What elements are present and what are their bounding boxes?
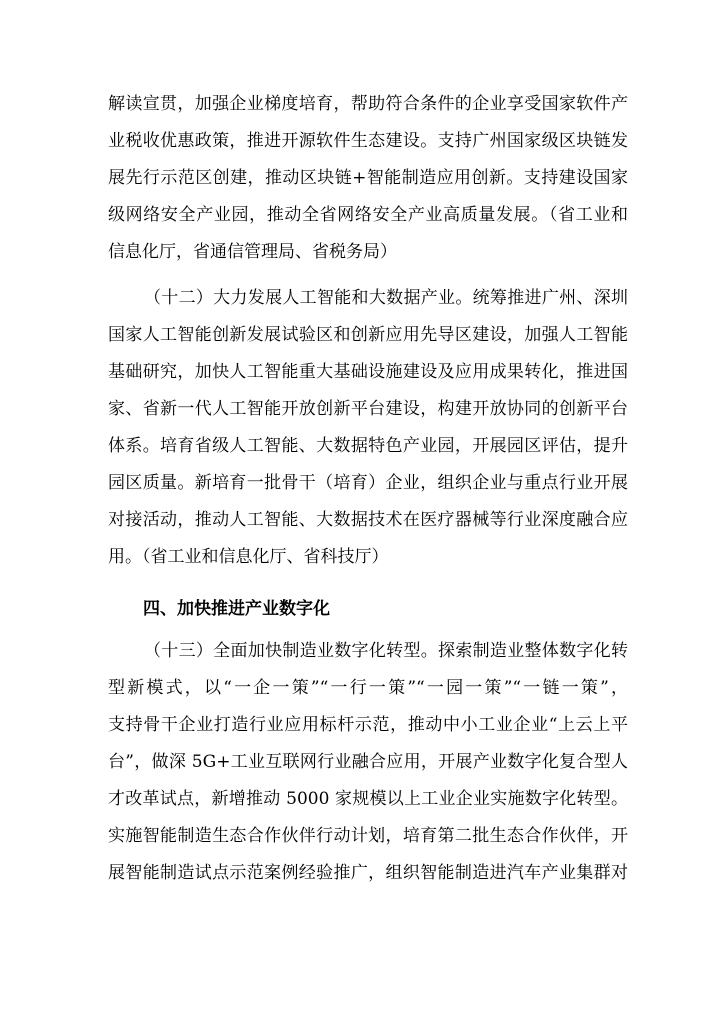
paragraph-line: 国家人工智能创新发展试验区和创新应用先导区建设，加强人工智能 [108,325,628,345]
paragraph-line: 台”，做深 5G+工业互联网行业融合应用，开展产业数字化复合型人 [108,752,628,772]
paragraph-line: 级网络安全产业园，推动全省网络安全产业高质量发展。（省工业和 [108,205,628,225]
paragraph-line: 用。（省工业和信息化厅、省科技厅） [108,547,389,567]
paragraph-line: （十二）大力发展人工智能和大数据产业。统筹推进广州、深圳 [144,288,628,308]
paragraph-line: 展先行示范区创建，推动区块链+智能制造应用创新。支持建设国家 [108,168,628,188]
paragraph-line: 园区质量。新培育一批骨干（培育）企业，组织企业与重点行业开展 [108,473,628,493]
paragraph-line: 对接活动，推动人工智能、大数据技术在医疗器械等行业深度融合应 [108,510,628,530]
paragraph-line: 实施智能制造生态合作伙伴行动计划，培育第二批生态合作伙伴，开 [108,826,628,846]
paragraph-line: 基础研究，加快人工智能重大基础设施建设及应用成果转化，推进国 [108,362,628,382]
paragraph-line: （十三）全面加快制造业数字化转型。探索制造业整体数字化转 [144,641,628,661]
paragraph-line: 展智能制造试点示范案例经验推广，组织智能制造进汽车产业集群对 [108,863,628,883]
paragraph-line: 业税收优惠政策，推进开源软件生态建设。支持广州国家级区块链发 [108,131,628,151]
section-heading: 四、加快推进产业数字化 [143,599,330,619]
paragraph-line: 解读宣贯，加强企业梯度培育，帮助符合条件的企业享受国家软件产 [108,94,628,114]
paragraph-line: 才改革试点，新增推动 5000 家规模以上工业企业实施数字化转型。 [108,789,628,809]
paragraph-line: 体系。培育省级人工智能、大数据特色产业园，开展园区评估，提升 [108,436,628,456]
paragraph-line: 家、省新一代人工智能开放创新平台建设，构建开放协同的创新平台 [108,399,628,419]
paragraph-line: 型新模式，以“一企一策”“一行一策”“一园一策”“一链一策”， [108,678,628,698]
paragraph-line: 信息化厅，省通信管理局、省税务局） [108,242,397,262]
paragraph-line: 支持骨干企业打造行业应用标杆示范，推动中小工业企业“上云上平 [108,715,628,735]
